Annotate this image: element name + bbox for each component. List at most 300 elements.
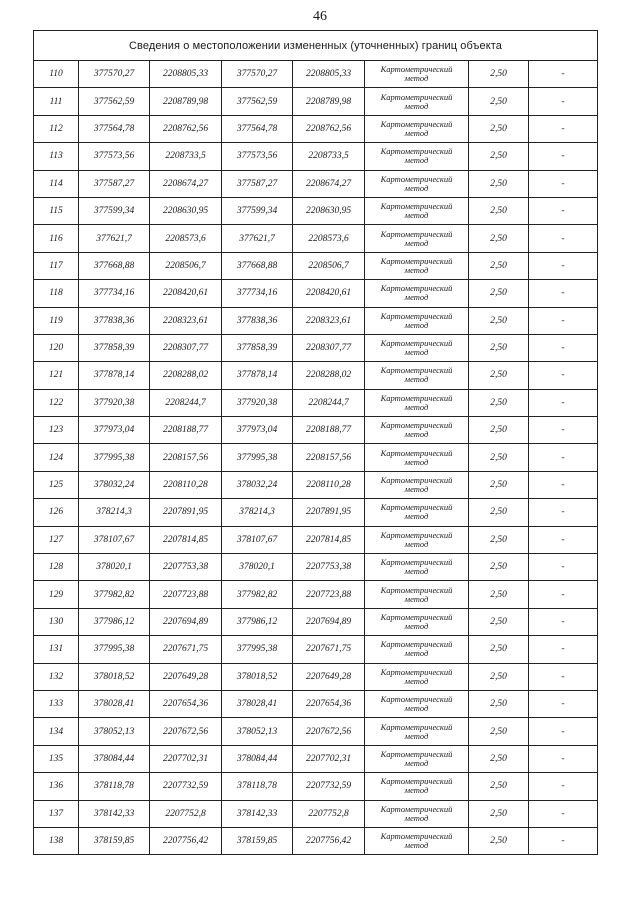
x-existing-cell: 378020,1 [79,554,150,581]
y-existing-cell: 2208157,56 [150,444,222,471]
method-line-2: метод [404,648,429,659]
description-cell: - [529,115,598,142]
point-number-cell: 114 [34,170,79,197]
y-existing-cell: 2208762,56 [150,115,222,142]
method-cell [365,554,469,581]
method-line-1: Картометрический [380,748,453,759]
x-new-cell: 377562,59 [222,88,293,115]
x-new-cell: 378018,52 [222,663,293,690]
y-new-cell: 2207702,31 [293,745,365,772]
method-line-1: Картометрический [380,831,453,842]
table-row [34,827,598,854]
description-cell: - [529,554,598,581]
table-row [34,471,598,498]
point-number-cell: 131 [34,636,79,663]
x-new-cell: 378142,33 [222,800,293,827]
accuracy-cell: 2,50 [469,362,529,389]
method-cell [365,307,469,334]
point-number-cell: 127 [34,526,79,553]
table-row [34,252,598,279]
y-existing-cell: 2208288,02 [150,362,222,389]
accuracy-cell: 2,50 [469,252,529,279]
method-cell [365,499,469,526]
description-cell: - [529,773,598,800]
method-line-1: Картометрический [380,310,453,321]
method-cell [365,636,469,663]
y-existing-cell: 2208506,7 [150,252,222,279]
method-line-2: метод [404,401,429,412]
x-existing-cell: 377973,04 [79,417,150,444]
y-existing-cell: 2208805,33 [150,61,222,88]
description-cell: - [529,197,598,224]
point-number-cell: 122 [34,389,79,416]
table-row [34,197,598,224]
method-cell [365,170,469,197]
method-cell [365,417,469,444]
table-row [34,608,598,635]
method-line-1: Картометрический [380,612,453,622]
point-number-cell: 116 [34,225,79,252]
table-row [34,444,598,471]
description-cell: - [529,526,598,553]
y-new-cell: 2208630,95 [293,197,365,224]
x-existing-cell: 377668,88 [79,252,150,279]
y-existing-cell: 2207723,88 [150,581,222,608]
table-row [34,499,598,526]
method-line-2: метод [404,429,429,440]
x-existing-cell: 377564,78 [79,115,150,142]
x-new-cell: 378118,78 [222,773,293,800]
method-line-2: метод [404,757,429,768]
table-row [34,718,598,745]
x-new-cell: 378159,85 [222,827,293,854]
method-line-2: метод [404,155,429,166]
y-new-cell: 2208110,28 [293,471,365,498]
point-number-cell: 119 [34,307,79,334]
point-number-cell: 134 [34,718,79,745]
x-existing-cell: 377858,39 [79,334,150,361]
method-cell [365,608,469,635]
method-line-1: Картометрический [380,338,453,349]
accuracy-cell: 2,50 [469,197,529,224]
x-existing-cell: 377562,59 [79,88,150,115]
method-line-2: метод [404,538,429,549]
table-row [34,800,598,827]
description-cell: - [529,307,598,334]
y-existing-cell: 2207814,85 [150,526,222,553]
y-new-cell: 2207694,89 [293,608,365,635]
description-cell: - [529,61,598,88]
point-number-cell: 110 [34,61,79,88]
x-existing-cell: 377995,38 [79,636,150,663]
table-row [34,115,598,142]
table-title-row [34,31,598,61]
y-new-cell: 2208789,98 [293,88,365,115]
x-new-cell: 377621,7 [222,225,293,252]
description-cell: - [529,362,598,389]
y-existing-cell: 2208307,77 [150,334,222,361]
y-new-cell: 2208573,6 [293,225,365,252]
x-existing-cell: 377995,38 [79,444,150,471]
point-number-cell: 138 [34,827,79,854]
accuracy-cell: 2,50 [469,663,529,690]
x-new-cell: 377986,12 [222,608,293,635]
description-cell: - [529,88,598,115]
x-new-cell: 377573,56 [222,143,293,170]
table-title: Сведения о местоположении измененных (уточненных) границ объекта [34,31,598,61]
method-cell [365,334,469,361]
description-cell: - [529,636,598,663]
y-existing-cell: 2207671,75 [150,636,222,663]
method-line-1: Картометрический [380,392,453,403]
description-cell: - [529,745,598,772]
accuracy-cell: 2,50 [469,773,529,800]
x-new-cell: 377973,04 [222,417,293,444]
method-cell [365,690,469,717]
method-line-1: Картометрический [380,639,453,650]
accuracy-cell: 2,50 [469,581,529,608]
x-new-cell: 378107,67 [222,526,293,553]
point-number-cell: 111 [34,88,79,115]
method-line-1: Картометрический [380,803,453,814]
accuracy-cell: 2,50 [469,307,529,334]
accuracy-cell: 2,50 [469,690,529,717]
table-row [34,225,598,252]
point-number-cell: 137 [34,800,79,827]
method-line-1: Картометрический [380,365,453,376]
table-row [34,61,598,88]
x-existing-cell: 377599,34 [79,197,150,224]
method-line-1: Картометрический [380,201,453,212]
x-new-cell: 378028,41 [222,690,293,717]
x-new-cell: 377858,39 [222,334,293,361]
method-line-1: Картометрический [380,420,453,431]
x-existing-cell: 377621,7 [79,225,150,252]
method-line-2: метод [404,566,429,577]
x-new-cell: 377587,27 [222,170,293,197]
y-existing-cell: 2208573,6 [150,225,222,252]
x-existing-cell: 377587,27 [79,170,150,197]
accuracy-cell: 2,50 [469,526,529,553]
y-new-cell: 2208188,77 [293,417,365,444]
method-line-2: метод [404,319,429,330]
y-new-cell: 2208674,27 [293,170,365,197]
table-row [34,554,598,581]
x-existing-cell: 378032,24 [79,471,150,498]
point-number-cell: 115 [34,197,79,224]
method-cell [365,773,469,800]
description-cell: - [529,581,598,608]
y-existing-cell: 2208244,7 [150,389,222,416]
method-line-2: метод [404,511,429,522]
x-existing-cell: 377878,14 [79,362,150,389]
method-line-2: метод [404,621,429,631]
x-new-cell: 377734,16 [222,280,293,307]
table-row [34,663,598,690]
method-cell [365,252,469,279]
accuracy-cell: 2,50 [469,444,529,471]
y-new-cell: 2208506,7 [293,252,365,279]
method-cell [365,115,469,142]
description-cell: - [529,499,598,526]
point-number-cell: 128 [34,554,79,581]
x-new-cell: 378214,3 [222,499,293,526]
x-existing-cell: 377986,12 [79,608,150,635]
table-row [34,690,598,717]
point-number-cell: 113 [34,143,79,170]
method-line-1: Картометрический [380,721,453,732]
method-cell [365,444,469,471]
accuracy-cell: 2,50 [469,143,529,170]
x-existing-cell: 377920,38 [79,389,150,416]
method-line-1: Картометрический [380,694,453,705]
method-line-2: метод [404,210,429,221]
x-existing-cell: 378118,78 [79,773,150,800]
accuracy-cell: 2,50 [469,745,529,772]
point-number-cell: 129 [34,581,79,608]
table-body [34,31,598,855]
point-number-cell: 120 [34,334,79,361]
table-row [34,170,598,197]
y-existing-cell: 2207702,31 [150,745,222,772]
x-new-cell: 378084,44 [222,745,293,772]
method-line-1: Картометрический [380,146,453,157]
x-existing-cell: 378159,85 [79,827,150,854]
x-new-cell: 377995,38 [222,444,293,471]
method-cell [365,718,469,745]
table-row [34,773,598,800]
description-cell: - [529,280,598,307]
boundary-coordinates-table [33,30,598,855]
description-cell: - [529,143,598,170]
table-row [34,417,598,444]
description-cell: - [529,225,598,252]
y-existing-cell: 2208674,27 [150,170,222,197]
y-existing-cell: 2207752,8 [150,800,222,827]
y-existing-cell: 2208110,28 [150,471,222,498]
accuracy-cell: 2,50 [469,417,529,444]
y-new-cell: 2207654,36 [293,690,365,717]
accuracy-cell: 2,50 [469,88,529,115]
description-cell: - [529,417,598,444]
method-line-1: Картометрический [380,91,453,102]
y-existing-cell: 2207732,59 [150,773,222,800]
x-existing-cell: 378018,52 [79,663,150,690]
x-new-cell: 378052,13 [222,718,293,745]
method-line-2: метод [404,484,429,495]
method-line-2: метод [404,237,429,248]
x-new-cell: 377878,14 [222,362,293,389]
point-number-cell: 132 [34,663,79,690]
page-number: 46 [313,9,327,24]
method-line-1: Картометрический [380,776,453,787]
y-new-cell: 2208762,56 [293,115,365,142]
method-cell [365,389,469,416]
y-existing-cell: 2208733,5 [150,143,222,170]
method-line-1: Картометрический [380,228,453,239]
method-cell [365,663,469,690]
accuracy-cell: 2,50 [469,115,529,142]
y-new-cell: 2208805,33 [293,61,365,88]
method-cell [365,827,469,854]
y-existing-cell: 2207649,28 [150,663,222,690]
description-cell: - [529,389,598,416]
y-existing-cell: 2207756,42 [150,827,222,854]
y-new-cell: 2208733,5 [293,143,365,170]
method-cell [365,362,469,389]
method-line-1: Картометрический [380,502,453,513]
description-cell: - [529,170,598,197]
y-existing-cell: 2208630,95 [150,197,222,224]
x-new-cell: 377838,36 [222,307,293,334]
point-number-cell: 126 [34,499,79,526]
description-cell: - [529,663,598,690]
y-new-cell: 2207671,75 [293,636,365,663]
method-line-1: Картометрический [380,557,453,568]
y-new-cell: 2208323,61 [293,307,365,334]
y-new-cell: 2208288,02 [293,362,365,389]
accuracy-cell: 2,50 [469,334,529,361]
table-row [34,334,598,361]
method-line-1: Картометрический [380,283,453,294]
y-existing-cell: 2208188,77 [150,417,222,444]
accuracy-cell: 2,50 [469,608,529,635]
method-line-1: Картометрический [380,584,453,595]
y-existing-cell: 2207654,36 [150,690,222,717]
x-existing-cell: 377838,36 [79,307,150,334]
x-existing-cell: 378028,41 [79,690,150,717]
y-new-cell: 2207649,28 [293,663,365,690]
method-line-2: метод [404,347,429,358]
y-existing-cell: 2207694,89 [150,608,222,635]
method-line-1: Картометрический [380,118,453,129]
x-new-cell: 377995,38 [222,636,293,663]
x-existing-cell: 377982,82 [79,581,150,608]
method-line-2: метод [404,675,429,686]
y-new-cell: 2208244,7 [293,389,365,416]
method-line-1: Картометрический [380,529,453,540]
point-number-cell: 130 [34,608,79,635]
accuracy-cell: 2,50 [469,636,529,663]
y-new-cell: 2208157,56 [293,444,365,471]
method-cell [365,280,469,307]
method-cell [365,526,469,553]
y-new-cell: 2207752,8 [293,800,365,827]
accuracy-cell: 2,50 [469,280,529,307]
description-cell: - [529,827,598,854]
method-cell [365,800,469,827]
accuracy-cell: 2,50 [469,718,529,745]
accuracy-cell: 2,50 [469,389,529,416]
x-existing-cell: 377573,56 [79,143,150,170]
method-line-1: Картометрический [380,64,453,75]
y-new-cell: 2207756,42 [293,827,365,854]
description-cell: - [529,608,598,635]
accuracy-cell: 2,50 [469,800,529,827]
method-line-2: метод [404,730,429,741]
description-cell: - [529,444,598,471]
method-line-2: метод [404,785,429,796]
description-cell: - [529,690,598,717]
description-cell: - [529,252,598,279]
y-new-cell: 2208420,61 [293,280,365,307]
x-new-cell: 377564,78 [222,115,293,142]
point-number-cell: 121 [34,362,79,389]
point-number-cell: 124 [34,444,79,471]
method-cell [365,143,469,170]
method-line-1: Картометрический [380,173,453,184]
y-new-cell: 2207723,88 [293,581,365,608]
description-cell: - [529,334,598,361]
table-row [34,280,598,307]
method-line-2: метод [404,292,429,303]
method-cell [365,745,469,772]
x-new-cell: 377570,27 [222,61,293,88]
x-existing-cell: 378084,44 [79,745,150,772]
y-existing-cell: 2207672,56 [150,718,222,745]
method-line-1: Картометрический [380,475,453,486]
x-new-cell: 377920,38 [222,389,293,416]
method-line-2: метод [404,182,429,193]
y-new-cell: 2207732,59 [293,773,365,800]
x-new-cell: 378020,1 [222,554,293,581]
point-number-cell: 117 [34,252,79,279]
accuracy-cell: 2,50 [469,554,529,581]
method-line-1: Картометрический [380,255,453,266]
method-line-2: метод [404,264,429,275]
method-cell [365,61,469,88]
method-cell [365,88,469,115]
x-existing-cell: 378142,33 [79,800,150,827]
accuracy-cell: 2,50 [469,499,529,526]
y-existing-cell: 2208323,61 [150,307,222,334]
method-line-2: метод [404,127,429,138]
y-existing-cell: 2208420,61 [150,280,222,307]
method-line-2: метод [404,100,429,111]
y-new-cell: 2207814,85 [293,526,365,553]
point-number-cell: 118 [34,280,79,307]
description-cell: - [529,718,598,745]
table-row [34,636,598,663]
point-number-cell: 125 [34,471,79,498]
description-cell: - [529,800,598,827]
point-number-cell: 112 [34,115,79,142]
method-cell [365,197,469,224]
table-row [34,745,598,772]
method-line-2: метод [404,812,429,823]
method-line-1: Картометрический [380,666,453,677]
x-existing-cell: 378214,3 [79,499,150,526]
table-row [34,526,598,553]
y-new-cell: 2208307,77 [293,334,365,361]
method-line-2: метод [404,703,429,714]
table-row [34,307,598,334]
accuracy-cell: 2,50 [469,827,529,854]
y-new-cell: 2207891,95 [293,499,365,526]
x-new-cell: 377982,82 [222,581,293,608]
method-cell [365,225,469,252]
point-number-cell: 133 [34,690,79,717]
table-row [34,88,598,115]
accuracy-cell: 2,50 [469,225,529,252]
y-existing-cell: 2207891,95 [150,499,222,526]
y-new-cell: 2207753,38 [293,554,365,581]
accuracy-cell: 2,50 [469,471,529,498]
method-line-2: метод [404,456,429,467]
method-line-2: метод [404,374,429,385]
x-new-cell: 378032,24 [222,471,293,498]
point-number-cell: 123 [34,417,79,444]
